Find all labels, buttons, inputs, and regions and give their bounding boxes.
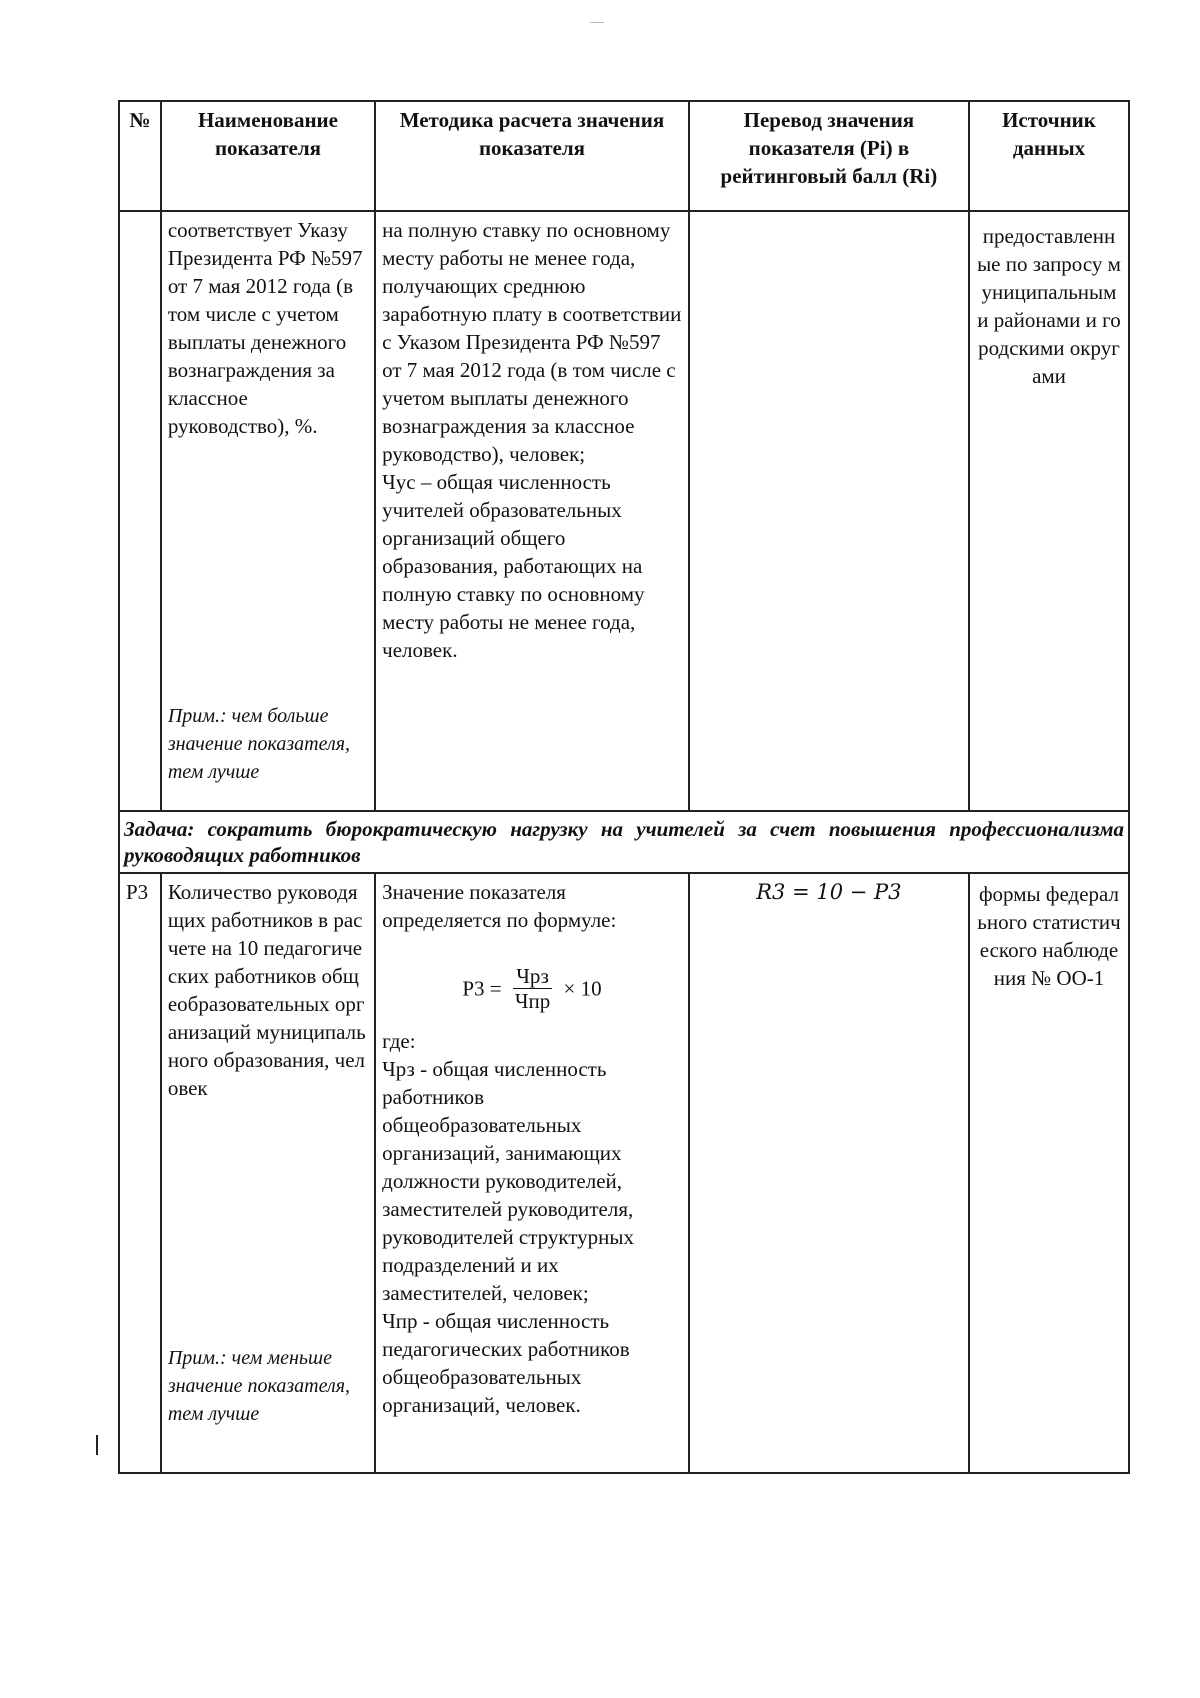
cont-num: [119, 211, 161, 811]
table-row-continuation: [119, 211, 1129, 811]
formula-lhs: P3 =: [462, 976, 502, 1001]
scan-mark: [590, 22, 604, 23]
task-text: сократить бюрократическую нагрузку на учителей за счет повышения профессионализма руководящих работников: [124, 817, 1125, 867]
cont-conversion: [689, 211, 969, 811]
formula-multiplier: × 10: [563, 976, 602, 1001]
p3-conversion-cell: [689, 873, 969, 1473]
formula-fraction: [513, 964, 552, 1013]
cont-name-cell: [161, 211, 375, 811]
cont-source-text: предоставленные по запросу муниципальными районами и городскими округами: [977, 224, 1121, 388]
p3-formula: [382, 964, 682, 1013]
header-source: Источник данных: [969, 101, 1129, 211]
cont-method-p2: Чус – общая численность учителей образовательных организаций общего образования, работающих на полную ставку по основному месту работы не менее года, человек.: [382, 470, 645, 662]
header-method: Методика расчета значения показателя: [375, 101, 689, 211]
header-num: №: [119, 101, 161, 211]
p3-num: P3: [119, 873, 161, 1473]
p3-method-cell: [375, 873, 689, 1473]
cont-name: соответствует Указу Президента РФ №597 от 7 мая 2012 года (в том числе с учетом выплаты денежного вознаграждения за классное руководство), %.: [167, 218, 363, 438]
cont-method-p1: на полную ставку по основному месту работы не менее года, получающих среднюю заработную плату в соответствии с Указом Президента РФ №597 от 7 мая 2012 года (в том числе с учетом выплаты денежного вознаграждения за классное руководство), человек;: [382, 218, 682, 466]
p3-name-cell: [161, 873, 375, 1473]
cont-note: Прим.: чем больше значение показателя, тем лучше: [167, 705, 350, 783]
p3-method-p2: Чпр - общая численность педагогических работников общеобразовательных организаций, человек.: [382, 1309, 630, 1417]
p3-source-text: формы федерального статистического наблюдения № ОО-1: [977, 882, 1121, 990]
task-lead: Задача:: [124, 817, 195, 841]
p3-source: [969, 873, 1129, 1473]
formula-numerator: Чрз: [513, 964, 552, 989]
p3-method-p1: Чрз - общая численность работников общеобразовательных организаций, занимающих должности руководителей, заместителей руководителя, руководителей структурных подразделений и их заместителей, человек;: [382, 1057, 635, 1305]
p3-conversion: R3 = 10 − P3: [756, 880, 902, 904]
p3-method-intro: Значение показателя определяется по формуле:: [382, 880, 617, 932]
task-cell: [119, 811, 1129, 873]
p3-where: где:: [382, 1029, 416, 1053]
margin-line: [96, 1435, 98, 1455]
p3-name: Количество руководящих работников в расчете на 10 педагогических работников общеобразовательных организаций муниципального образования, человек: [167, 880, 366, 1100]
formula-denominator: Чпр: [514, 989, 551, 1013]
header-conversion: Перевод значения показателя (Pi) в рейтинговый балл (Ri): [689, 101, 969, 211]
table-header-row: [119, 101, 1129, 211]
indicator-table: [118, 100, 1130, 1474]
header-name: Наименование показателя: [161, 101, 375, 211]
cont-source: [969, 211, 1129, 811]
task-row: [119, 811, 1129, 873]
p3-note: Прим.: чем меньше значение показателя, тем лучше: [167, 1347, 350, 1425]
cont-method-cell: [375, 211, 689, 811]
table-row-p3: [119, 873, 1129, 1473]
